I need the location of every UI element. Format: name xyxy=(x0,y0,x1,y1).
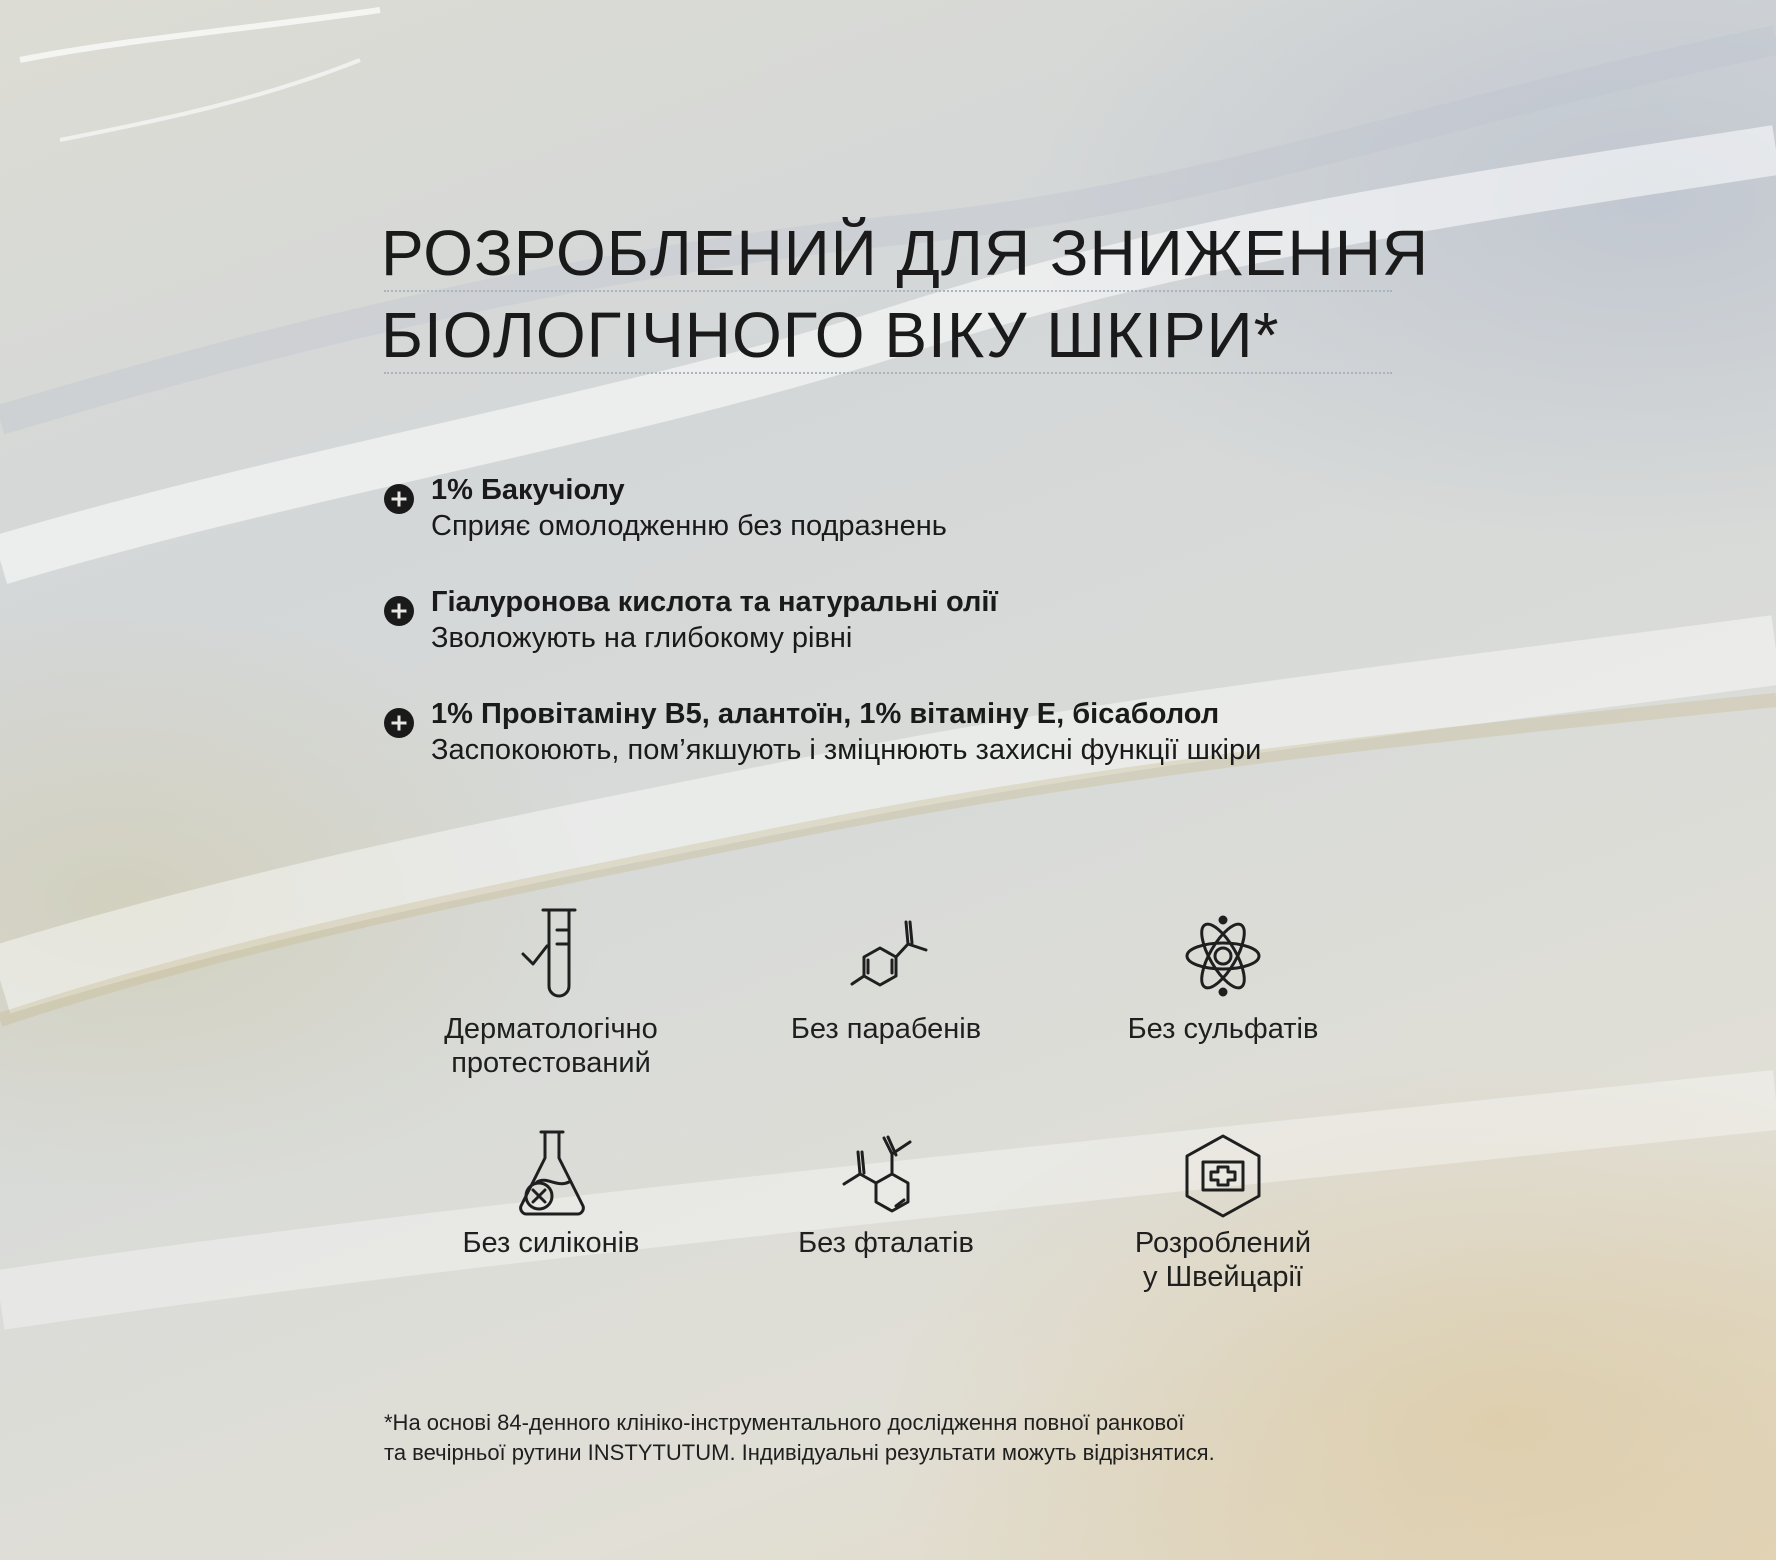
swiss-cross-hexagon-icon xyxy=(1173,1124,1273,1224)
badge-silicone-free xyxy=(391,1124,711,1260)
title-divider-1 xyxy=(384,290,1392,292)
badge-sulfate-free xyxy=(1063,904,1383,1046)
flask-cross-icon xyxy=(501,1124,601,1224)
badge-paraben-free xyxy=(726,904,1046,1046)
footnote xyxy=(384,1408,1215,1468)
badge-label: Дерматологічно протестований xyxy=(444,1013,658,1079)
badge-label: Без силіконів xyxy=(462,1227,640,1259)
plus-circle-icon xyxy=(384,484,414,514)
badge-label: Без парабенів xyxy=(790,1013,982,1045)
page-title-line-2: БІОЛОГІЧНОГО ВІКУ ШКІРИ* xyxy=(381,299,1280,371)
plus-circle-icon xyxy=(384,596,414,626)
badge-label: Розроблений у Швейцарії xyxy=(1134,1227,1312,1293)
feature-description: Зволожують на глибокому рівні xyxy=(431,622,853,654)
title-divider-2 xyxy=(384,372,1392,374)
page-title-line-1: РОЗРОБЛЕНИЙ ДЛЯ ЗНИЖЕННЯ xyxy=(381,217,1430,289)
feature-title: Гіалуронова кислота та натуральні олії xyxy=(431,586,998,618)
test-tube-check-icon xyxy=(501,904,601,1004)
feature-title: 1% Провітаміну B5, алантоїн, 1% вітаміну Е, бісаболол xyxy=(431,698,1220,730)
badge-dermatologically-tested xyxy=(391,904,711,1080)
badge-phthalate-free xyxy=(726,1124,1046,1260)
footnote-line-1: *На основі 84-денного клініко-інструментального дослідження повної ранкової xyxy=(384,1410,1185,1435)
paraben-molecule-icon xyxy=(836,904,936,1004)
phthalate-molecule-icon xyxy=(836,1124,936,1224)
feature-description: Сприяє омолодженню без подразнень xyxy=(431,510,947,542)
badge-label: Без сульфатів xyxy=(1127,1013,1319,1045)
atom-icon xyxy=(1173,904,1273,1004)
badge-label: Без фталатів xyxy=(798,1227,974,1259)
feature-title: 1% Бакучіолу xyxy=(431,474,625,506)
badge-swiss-made xyxy=(1063,1124,1383,1294)
feature-description: Заспокоюють, пом’якшують і зміцнюють захисні функції шкіри xyxy=(431,734,1262,766)
plus-circle-icon xyxy=(384,708,414,738)
footnote-line-2: та вечірньої рутини INSTYTUTUM. Індивідуальні результати можуть відрізнятися. xyxy=(384,1440,1215,1465)
